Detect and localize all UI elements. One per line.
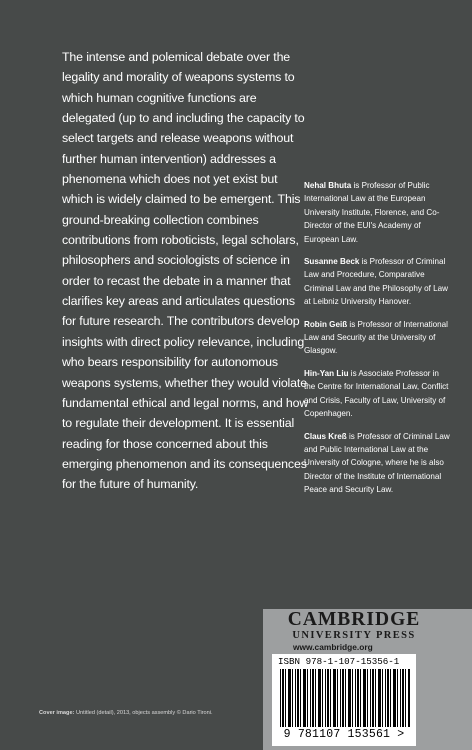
contributor-entry: [304, 367, 450, 421]
contributor-name: Susanne Beck: [304, 257, 360, 267]
isbn-text: ISBN 978-1-107-15356-1: [278, 656, 400, 667]
isbn-barcode: [272, 654, 416, 746]
contributor-bio: is Associate Professor in the Centre for International Law, Conflict and Crisis, Faculty of Law, University of Copenhagen.: [304, 368, 449, 419]
contributors-list: [304, 179, 450, 506]
contributor-entry: [304, 179, 450, 246]
cover-credit-text: Untitled (detail), 2013, objects assembly © Dario Tironi.: [74, 710, 213, 716]
contributor-bio: is Professor of Public International Law at the European University Institute, Florence, and Co-Director of the EUI's Academy of European Law.: [304, 181, 440, 244]
publisher-press: UNIVERSITY PRESS: [292, 630, 416, 641]
publisher-logo: [280, 610, 428, 653]
contributor-name: Robin Geiß: [304, 319, 348, 329]
contributor-bio: is Professor of International Law and Security at the University of Glasgow.: [304, 319, 448, 356]
book-description: The intense and polemical debate over the legality and morality of weapons systems to which human cognitive functions are delegated (up to and including the capacity to select targets and release weapons without further human intervention) addresses a phenomena which does not yet exist but which is widely claimed to be emergent. This ground-breaking collection combines contributions from roboticists, legal scholars, philosophers and sociologists of science in order to recast the debate in a manner that clarifies key areas and articulates questions for future research. The contributors develop insights with direct policy relevance, including who bears responsibility for autonomous weapons systems, whether they would violate fundamental ethical and legal norms, and how to regulate their development. It is essential reading for those concerned about this emerging phenomenon and its consequences for the future of humanity.: [62, 50, 309, 492]
contributor-name: Hin-Yan Liu: [304, 368, 349, 378]
publisher-panel: [263, 609, 472, 750]
barcode-bars: [280, 669, 410, 727]
cover-image-credit: [39, 710, 213, 716]
contributor-entry: [304, 255, 450, 309]
contributor-entry: [304, 430, 450, 497]
cover-credit-label: Cover image:: [39, 710, 75, 716]
contributor-name: Nehal Bhuta: [304, 181, 352, 190]
contributor-name: Claus Kreß: [304, 431, 347, 441]
barcode-digits: 9 781107 153561 >: [283, 728, 405, 741]
contributor-bio: is Professor of Criminal Law and Procedure, Comparative Criminal Law and the Philosophy of Law at Leibniz University Hanover.: [304, 257, 448, 307]
contributor-entry: [304, 318, 450, 358]
publisher-name: CAMBRIDGE: [287, 609, 421, 630]
publisher-url: www.cambridge.org: [293, 642, 373, 652]
contributor-bio: is Professor of Criminal Law and Public International Law at the University of Cologne, where he is also Director of the Institute of International Peace and Security Law.: [304, 431, 450, 495]
